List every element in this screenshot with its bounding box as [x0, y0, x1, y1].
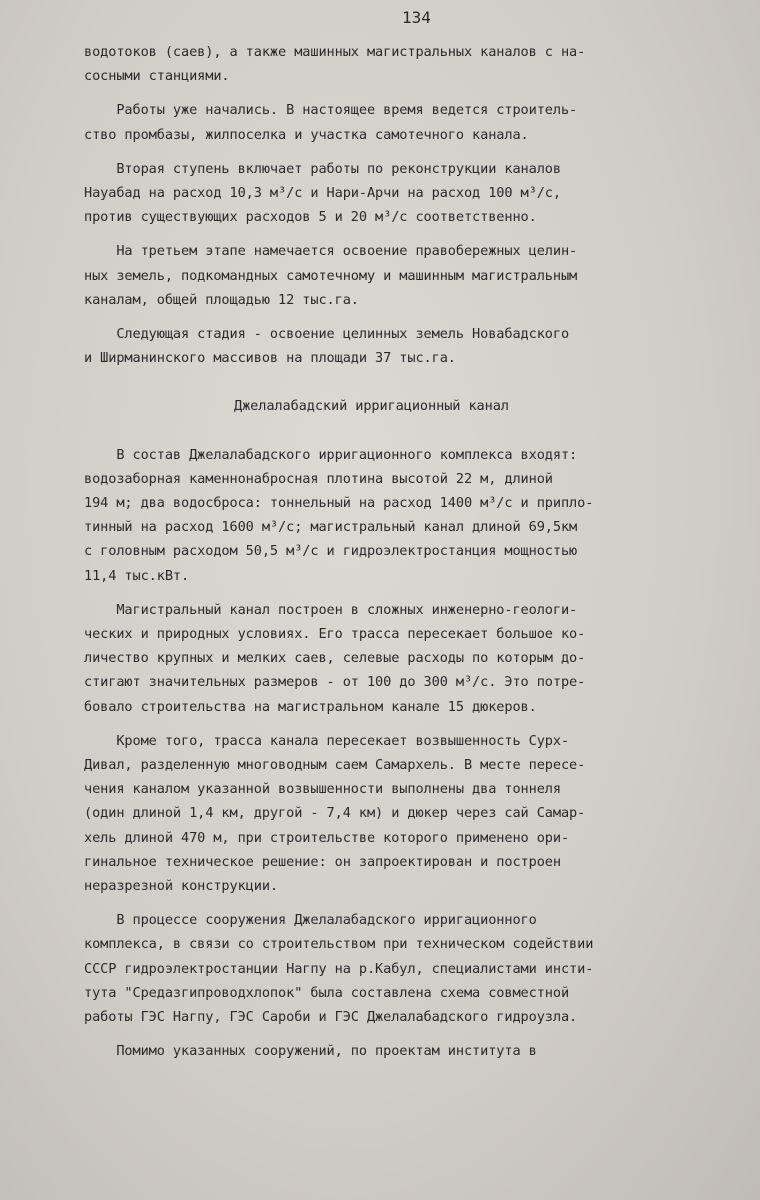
text-line: Работы уже начались. В настоящее время ведется строитель- — [84, 102, 578, 119]
text-line: водотоков (саев), а также машинных магистральных каналов с на- — [84, 44, 586, 60]
text-line: СССР гидроэлектростанции Нагпу на р.Кабул, специалистами инсти- — [84, 960, 594, 977]
text-line: ческих и природных условиях. Его трасса пересекает большое ко- — [84, 626, 586, 642]
text-line: На третьем этапе намечается освоение правобережных целин- — [84, 243, 578, 260]
text-line: ство промбазы, жилпоселка и участка самотечного канала. — [84, 126, 529, 143]
text-line: ных земель, подкомандных самотечному и машинным магистральным — [84, 267, 578, 284]
text-line: сосными станциями. — [84, 68, 230, 85]
text-line: неразрезной конструкции. — [84, 878, 279, 894]
text-line: чения каналом указанной возвышенности выполнены два тоннеля — [84, 781, 561, 798]
text-line: водозаборная каменнонабросная плотина высотой 22 м, длиной — [84, 470, 553, 487]
text-line: 194 м; два водосброса: тоннельный на расход 1400 м³/с и припло- — [84, 495, 594, 511]
text-line: Кроме того, трасса канала пересекает возвышенность Сурх- — [84, 732, 570, 749]
text-line: работы ГЭС Нагпу, ГЭС Сароби и ГЭС Джелалабадского гидроузла. — [84, 1009, 578, 1025]
text-line: Вторая ступень включает работы по реконструкции каналов — [84, 160, 561, 177]
text-line: гинальное техническое решение: он запроектирован и построен — [84, 853, 561, 870]
text-line: В состав Джелалабадского ирригационного комплекса входят: — [84, 446, 578, 463]
text-line: с головным расходом 50,5 м³/с и гидроэлектростанция мощностью — [84, 543, 578, 560]
section-title: Джелалабадский ирригационный канал — [234, 398, 509, 415]
text-line: В процессе сооружения Джелалабадского ирригационного — [84, 912, 537, 929]
text-line: Помимо указанных сооружений, по проектам института в — [84, 1043, 537, 1060]
text-line: хель длиной 470 м, при строительстве которого применено ори- — [84, 829, 570, 846]
text-line: тинный на расход 1600 м³/с; магистральный канал длиной 69,5км — [84, 519, 578, 536]
text-line: (один длиной 1,4 км, другой - 7,4 км) и дюкер через сай Самар- — [84, 805, 586, 822]
text-line: Следующая стадия - освоение целинных земель Новабадского — [84, 326, 570, 342]
text-line: бовало строительства на магистральном канале 15 дюкеров. — [84, 698, 537, 715]
text-line: личество крупных и мелких саев, селевые расходы по которым до- — [84, 650, 586, 667]
text-line: 11,4 тыс.кВт. — [84, 567, 190, 584]
text-line: каналам, общей площадью 12 тыс.га. — [84, 291, 359, 308]
text-line: Магистральный канал построен в сложных инженерно-геологи- — [84, 601, 578, 618]
text-line: и Ширманинского массивов на площади 37 тыс.га. — [84, 350, 456, 367]
text-line: стигают значительных размеров - от 100 до 300 м³/с. Это потре- — [84, 674, 586, 691]
text-line: против существующих расходов 5 и 20 м³/с соответственно. — [84, 209, 537, 226]
text-line: Науабад на расход 10,3 м³/с и Нари-Арчи на расход 100 м³/с, — [84, 185, 561, 201]
page-number: 134 — [402, 8, 431, 27]
text-line: Дивал, разделенную многоводным саем Самархель. В месте пересе- — [84, 757, 586, 773]
text-line: комплекса, в связи со строительством при техническом содействии — [84, 936, 594, 953]
text-line: тута "Средазгипроводхлопок" была составлена схема совместной — [84, 984, 570, 1001]
